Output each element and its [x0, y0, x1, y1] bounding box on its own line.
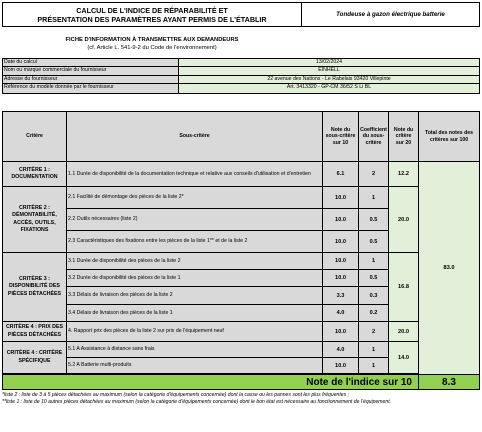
- criterion-4-note-20: 20.0: [389, 322, 419, 342]
- info-row-address: [3, 76, 479, 84]
- note-4: 10.0: [323, 322, 359, 342]
- subcriterion-5-2: 5.2 A Batterie multi-produits: [67, 358, 323, 374]
- fiche-line-2: (cf. Article L. 541-9-2 du Code de l'environnement): [87, 45, 217, 51]
- coefficient-cell: 0.5: [359, 209, 389, 231]
- note-3-1: 10.0: [323, 253, 359, 270]
- subcriterion-5-1: 5.1 A Assistance à distance sans frais: [67, 342, 323, 358]
- col-header-note-sous: Note du sous-critère sur 10: [323, 112, 359, 162]
- note-2-1: 10.0: [323, 187, 359, 209]
- info-row-date: [3, 59, 479, 67]
- title-line-2: PRÉSENTATION DES PARAMÈTRES AYANT PERMIS DE L'ÉTABLIR: [37, 14, 267, 24]
- coefficient-cell: 2: [359, 322, 389, 342]
- subcriterion-2-2: 2.2 Outils nécessaires (liste 2): [67, 209, 323, 231]
- title-line-1: CALCUL DE L'INDICE DE RÉPARABILITÉ ET: [76, 5, 228, 15]
- info-label: Référence du modèle donnée par le fournisseur: [3, 84, 179, 92]
- note-3-3: 3.3: [323, 287, 359, 305]
- index-label: Note de l'indice sur 10: [3, 375, 419, 389]
- report-title: [2, 2, 302, 27]
- criterion-5-note-20: 14.0: [389, 342, 419, 374]
- col-header-note-critere: Note du critère sur 20: [389, 112, 419, 162]
- total-score-100: 83.0: [419, 162, 479, 374]
- info-label: Nom ou marque commerciale du fournisseur: [3, 67, 179, 74]
- note-2-3: 10.0: [323, 231, 359, 253]
- footnote-liste-1: **liste 1 : liste de 10 autres pièces détachées au maximum (selon la catégorie d'équipements concernée) dont le bon état est nécessaire au fonctionnement de l'équipement.: [2, 399, 392, 406]
- subcriterion-4: 4. Rapport prix des pièces de la liste 2 sur prix de l'équipement neuf: [67, 322, 323, 342]
- criterion-3-label: CRITÈRE 3 : DISPONIBILITÉ DES PIÈCES DÉTACHÉES: [3, 253, 67, 322]
- subcriterion-3-3: 3.3 Délais de livraison des pièces de la liste 2: [67, 287, 323, 305]
- info-label: Date du calcul: [3, 59, 179, 66]
- note-5-2: 10.0: [323, 358, 359, 374]
- footnotes: [2, 392, 480, 407]
- col-header-coefficient: Coefficient du sous-critère: [359, 112, 389, 162]
- coefficient-cell: 0.3: [359, 287, 389, 305]
- info-value: EINHELL: [179, 67, 479, 74]
- coefficient-cell: 0.5: [359, 231, 389, 253]
- info-row-reference: [3, 84, 479, 92]
- criterion-2-label: CRITÈRE 2 : DÉMONTABILITÉ, ACCÈS, OUTILS, FIXATIONS: [3, 187, 67, 253]
- subcriterion-3-1: 3.1 Durée de disponibilité des pièces de la liste 2: [67, 253, 323, 270]
- col-header-total: Total des notes des critères sur 100: [419, 112, 479, 162]
- criterion-1-note-20: 12.2: [389, 162, 419, 187]
- subcriterion-2-1: 2.1 Facilité de démontage des pièces de la liste 2*: [67, 187, 323, 209]
- product-type: Tondeuse à gazon électrique batterie: [302, 2, 480, 27]
- subcriterion-1-1: 1.1 Durée de disponibilité de la documentation technique et relative aux conseils d'utilisation et d'entretien: [67, 162, 323, 187]
- col-header-sous-critere: Sous-critère: [67, 112, 323, 162]
- coefficient-cell: 1: [359, 253, 389, 270]
- criterion-4-label: CRITÈRE 4 : PRIX DES PIÈCES DÉTACHÉES: [3, 322, 67, 342]
- criterion-1-label: CRITÈRE 1 : DOCUMENTATION: [3, 162, 67, 187]
- info-row-brand: [3, 67, 479, 75]
- coefficient-cell: 0.5: [359, 270, 389, 287]
- subcriterion-3-2: 3.2 Durée de disponibilité des pièces de la liste 1: [67, 270, 323, 287]
- index-value: 8.3: [419, 375, 479, 389]
- coefficient-cell: 2: [359, 162, 389, 187]
- info-value: Art. 3413320 - GP-CM 36/52 S Li BL: [179, 84, 479, 92]
- repairability-score-table: [2, 111, 480, 390]
- subcriterion-3-4: 3.4 Délais de livraison des pièces de la liste 1: [67, 305, 323, 322]
- coefficient-cell: 1: [359, 342, 389, 358]
- info-label: Adresse du fournisseur: [3, 76, 179, 83]
- col-header-critere: Critère: [3, 112, 67, 162]
- subcriterion-2-3: 2.3 Caractéristiques des fixations entre les pièces de la liste 1** et de la liste 2: [67, 231, 323, 253]
- note-1-1: 6.1: [323, 162, 359, 187]
- index-row: [3, 374, 479, 389]
- note-2-2: 10.0: [323, 209, 359, 231]
- fiche-line-1: FICHE D'INFORMATION À TRANSMETTRE AUX DEMANDEURS: [65, 37, 239, 43]
- fiche-heading: [0, 36, 304, 52]
- supplier-info-table: [2, 58, 480, 94]
- footnote-liste-2: *liste 2 : liste de 3 à 5 pièces détachées au maximum (selon la catégorie d'équipements concernée) dont la casse ou les pannes sont les plus fréquentes ;: [2, 392, 349, 398]
- note-3-4: 4.0: [323, 305, 359, 322]
- coefficient-cell: 1: [359, 187, 389, 209]
- criterion-2-note-20: 20.0: [389, 187, 419, 253]
- coefficient-cell: 0.2: [359, 305, 389, 322]
- note-3-2: 10.0: [323, 270, 359, 287]
- note-5-1: 4.0: [323, 342, 359, 358]
- info-value: 22 avenue des Nations - Le Rabelais 93420 Villepinte: [179, 76, 479, 83]
- info-value: 13/02/2024: [179, 59, 479, 66]
- coefficient-cell: 1: [359, 358, 389, 374]
- criterion-3-note-20: 16.8: [389, 253, 419, 322]
- criterion-5-label: CRITÈRE 4 : CRITÈRE SPÉCIFIQUE: [3, 342, 67, 374]
